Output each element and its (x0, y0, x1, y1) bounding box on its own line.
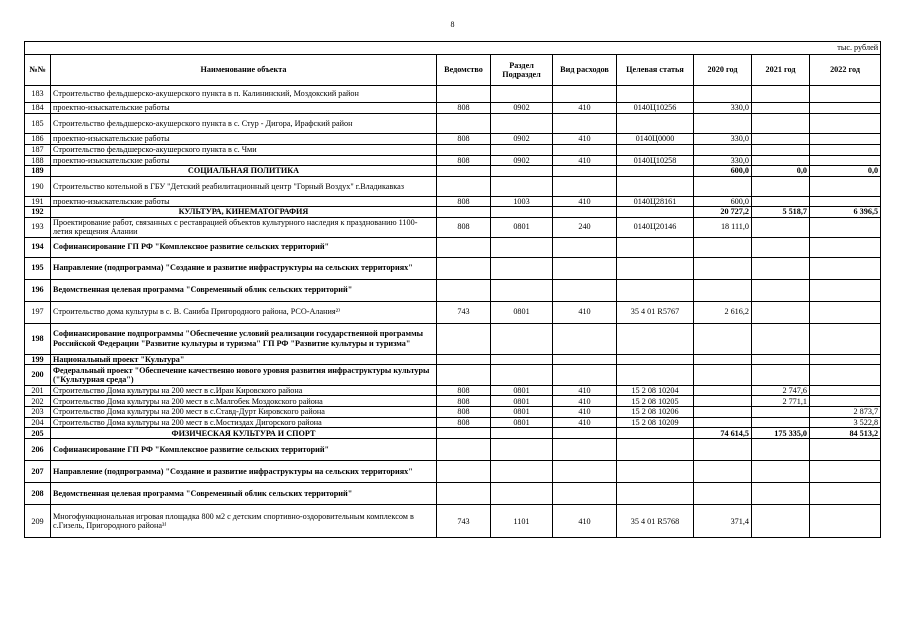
row-exp (553, 365, 617, 386)
row-target (617, 461, 694, 483)
row-2021 (752, 461, 810, 483)
row-target (617, 166, 694, 176)
row-section (491, 207, 553, 217)
row-name: Направление (подпрограмма) "Создание и развитие инфраструктуры на сельских территориях" (51, 257, 437, 279)
row-2020 (694, 396, 752, 407)
row-2020: 330,0 (694, 103, 752, 114)
header-section: Раздел Подраздел (491, 55, 553, 86)
row-exp: 410 (553, 103, 617, 114)
row-2020: 330,0 (694, 134, 752, 145)
table-row (25, 323, 881, 354)
row-2020: 2 616,2 (694, 301, 752, 323)
row-2020 (694, 439, 752, 461)
row-exp (553, 176, 617, 196)
row-2022: 2 873,7 (810, 407, 881, 417)
row-2021 (752, 134, 810, 145)
row-2021 (752, 217, 810, 237)
row-dept (437, 166, 491, 176)
table-row (25, 439, 881, 461)
row-2022 (810, 279, 881, 301)
row-target (617, 439, 694, 461)
row-2022 (810, 103, 881, 114)
row-2020 (694, 86, 752, 103)
row-2022 (810, 396, 881, 407)
row-2022 (810, 483, 881, 505)
row-section (491, 439, 553, 461)
row-name: Строительство дома культуры в с. В. Саниба Пригородного района, РСО-Алания²⁾ (51, 301, 437, 323)
row-2020 (694, 176, 752, 196)
row-dept (437, 207, 491, 217)
row-exp (553, 439, 617, 461)
row-2021 (752, 505, 810, 538)
row-name: КУЛЬТУРА, КИНЕМАТОГРАФИЯ (51, 207, 437, 217)
row-target (617, 145, 694, 156)
row-exp: 240 (553, 217, 617, 237)
row-section (491, 354, 553, 364)
row-dept (437, 86, 491, 103)
row-section (491, 237, 553, 257)
row-section: 0902 (491, 156, 553, 166)
row-section: 0801 (491, 217, 553, 237)
row-2022: 84 513,2 (810, 428, 881, 439)
row-exp: 410 (553, 156, 617, 166)
row-dept: 808 (437, 417, 491, 427)
row-2021: 5 518,7 (752, 207, 810, 217)
row-2020: 18 111,0 (694, 217, 752, 237)
row-dept (437, 237, 491, 257)
row-2022 (810, 145, 881, 156)
row-2022 (810, 323, 881, 354)
header-name: Наименование объекта (51, 55, 437, 86)
table-row (25, 428, 881, 439)
row-dept: 808 (437, 396, 491, 407)
row-2020 (694, 354, 752, 364)
row-number: 205 (25, 428, 51, 439)
table-row (25, 217, 881, 237)
unit-label: тыс. рублей (51, 42, 881, 55)
row-section (491, 279, 553, 301)
row-target: 0140Ц0000 (617, 134, 694, 145)
row-dept (437, 461, 491, 483)
row-dept: 808 (437, 407, 491, 417)
row-2022 (810, 301, 881, 323)
row-number: 199 (25, 354, 51, 364)
row-section (491, 114, 553, 134)
row-name: проектно-изыскательские работы (51, 134, 437, 145)
row-dept (437, 365, 491, 386)
row-target (617, 176, 694, 196)
row-number: 189 (25, 166, 51, 176)
row-name: Национальный проект "Культура" (51, 354, 437, 364)
row-2021 (752, 176, 810, 196)
row-number: 204 (25, 417, 51, 427)
row-target: 0140Ц20146 (617, 217, 694, 237)
row-number: 197 (25, 301, 51, 323)
row-exp (553, 86, 617, 103)
table-row (25, 207, 881, 217)
header-num: №№ (25, 55, 51, 86)
row-target: 15 2 08 10206 (617, 407, 694, 417)
row-exp (553, 145, 617, 156)
table-row (25, 86, 881, 103)
table-row (25, 279, 881, 301)
row-2020 (694, 257, 752, 279)
table-row (25, 114, 881, 134)
row-section (491, 428, 553, 439)
row-2021 (752, 323, 810, 354)
row-dept (437, 323, 491, 354)
row-2021 (752, 407, 810, 417)
row-name: Строительство Дома культуры на 200 мест в с.Ставд-Дурт Кировского района (51, 407, 437, 417)
row-number: 209 (25, 505, 51, 538)
row-exp (553, 354, 617, 364)
row-dept (437, 428, 491, 439)
row-2020 (694, 323, 752, 354)
row-section: 1003 (491, 196, 553, 206)
row-name: Строительство фельдшерско-акушерского пункта в с. Стур - Дигора, Ирафский район (51, 114, 437, 134)
row-name: проектно-изыскательские работы (51, 103, 437, 114)
row-section (491, 323, 553, 354)
row-exp (553, 461, 617, 483)
row-2021 (752, 365, 810, 386)
row-number: 186 (25, 134, 51, 145)
row-number: 196 (25, 279, 51, 301)
row-number: 183 (25, 86, 51, 103)
row-2022 (810, 461, 881, 483)
row-section: 0801 (491, 407, 553, 417)
table-row (25, 483, 881, 505)
row-name: Многофункциональная игровая площадка 800 м2 с детским спортивно-оздоровительным комплексом в с.Гизель, Пригородного района³⁾ (51, 505, 437, 538)
row-2020 (694, 417, 752, 427)
table-row (25, 461, 881, 483)
table-row (25, 257, 881, 279)
table-row (25, 365, 881, 386)
row-name: Строительство фельдшерско-акушерского пункта в п. Калининский, Моздокский район (51, 86, 437, 103)
row-exp (553, 279, 617, 301)
row-name: Софинансирование ГП РФ "Комплексное развитие сельских территорий" (51, 237, 437, 257)
row-2022 (810, 237, 881, 257)
row-name: Строительство фельдшерско-акушерского пункта в с. Чми (51, 145, 437, 156)
row-exp: 410 (553, 196, 617, 206)
row-section (491, 176, 553, 196)
row-section: 0902 (491, 103, 553, 114)
row-name: проектно-изыскательские работы (51, 196, 437, 206)
row-2021: 2 747,6 (752, 386, 810, 396)
row-2020 (694, 461, 752, 483)
row-dept: 743 (437, 505, 491, 538)
row-2021 (752, 86, 810, 103)
row-2020 (694, 407, 752, 417)
row-number: 200 (25, 365, 51, 386)
row-2022 (810, 365, 881, 386)
row-2021: 0,0 (752, 166, 810, 176)
row-2022 (810, 134, 881, 145)
row-2022 (810, 114, 881, 134)
table-row (25, 156, 881, 166)
row-name: Софинансирование подпрограммы "Обеспечение условий реализации государственной программы Российской Федерации "Развитие культуры и туризма" ГП РФ "Развитие культуры и туризма" (51, 323, 437, 354)
row-2022 (810, 196, 881, 206)
row-exp (553, 207, 617, 217)
row-name: Федеральный проект "Обеспечение качественно нового уровня развития инфраструктуры культуры ("Культурная среда") (51, 365, 437, 386)
row-2020 (694, 279, 752, 301)
row-section: 0801 (491, 396, 553, 407)
table-row (25, 396, 881, 407)
row-name: Направление (подпрограмма) "Создание и развитие инфраструктуры на сельских территориях" (51, 461, 437, 483)
row-section (491, 166, 553, 176)
budget-table (24, 41, 881, 538)
table-row (25, 134, 881, 145)
row-name: проектно-изыскательские работы (51, 156, 437, 166)
row-2021 (752, 257, 810, 279)
row-2020: 330,0 (694, 156, 752, 166)
row-dept (437, 176, 491, 196)
row-name: СОЦИАЛЬНАЯ ПОЛИТИКА (51, 166, 437, 176)
row-2022: 0,0 (810, 166, 881, 176)
row-section (491, 145, 553, 156)
row-name: Строительство Дома культуры на 200 мест в с.Иран Кировского района (51, 386, 437, 396)
row-section (491, 461, 553, 483)
row-dept: 808 (437, 386, 491, 396)
row-target (617, 114, 694, 134)
row-number: 193 (25, 217, 51, 237)
table-row (25, 301, 881, 323)
row-exp: 410 (553, 396, 617, 407)
row-2021 (752, 114, 810, 134)
row-2022: 3 522,8 (810, 417, 881, 427)
row-exp: 410 (553, 134, 617, 145)
row-target (617, 365, 694, 386)
row-exp: 410 (553, 301, 617, 323)
row-2022: 6 396,5 (810, 207, 881, 217)
row-2022 (810, 86, 881, 103)
page-number: 8 (450, 20, 455, 29)
row-dept (437, 257, 491, 279)
row-number: 198 (25, 323, 51, 354)
row-section: 0801 (491, 301, 553, 323)
row-dept: 808 (437, 217, 491, 237)
row-2021 (752, 439, 810, 461)
row-number: 184 (25, 103, 51, 114)
row-exp: 410 (553, 417, 617, 427)
row-exp (553, 237, 617, 257)
row-exp (553, 114, 617, 134)
header-2022: 2022 год (810, 55, 881, 86)
table-row (25, 417, 881, 427)
row-number: 192 (25, 207, 51, 217)
row-name: Проектирование работ, связанных с реставрацией объектов культурного наследия к празднованию 1100-летия крещения Алании (51, 217, 437, 237)
header-2021: 2021 год (752, 55, 810, 86)
row-number: 190 (25, 176, 51, 196)
row-target (617, 279, 694, 301)
row-exp (553, 166, 617, 176)
row-2021 (752, 279, 810, 301)
row-exp: 410 (553, 407, 617, 417)
table-row (25, 196, 881, 206)
row-name: Строительство Дома культуры на 200 мест в с.Малгобек Моздокского района (51, 396, 437, 407)
row-exp (553, 323, 617, 354)
row-number: 206 (25, 439, 51, 461)
row-target (617, 207, 694, 217)
row-section (491, 257, 553, 279)
row-2020: 600,0 (694, 196, 752, 206)
row-2022 (810, 156, 881, 166)
table-row (25, 407, 881, 417)
row-2022 (810, 257, 881, 279)
row-target: 35 4 01 R5768 (617, 505, 694, 538)
row-target (617, 323, 694, 354)
row-dept (437, 114, 491, 134)
row-number: 191 (25, 196, 51, 206)
row-2021 (752, 417, 810, 427)
header-dept: Ведомство (437, 55, 491, 86)
row-exp: 410 (553, 505, 617, 538)
row-2022 (810, 176, 881, 196)
row-exp (553, 257, 617, 279)
row-target: 15 2 08 10205 (617, 396, 694, 407)
row-2020 (694, 114, 752, 134)
row-target (617, 257, 694, 279)
row-number: 201 (25, 386, 51, 396)
row-2020 (694, 386, 752, 396)
row-name: Строительство котельной в ГБУ "Детский реабилитационный центр "Горный Воздух" г.Владикавказ (51, 176, 437, 196)
row-number: 208 (25, 483, 51, 505)
row-2020: 74 614,5 (694, 428, 752, 439)
row-section: 1101 (491, 505, 553, 538)
table-row (25, 176, 881, 196)
row-number: 187 (25, 145, 51, 156)
row-2020 (694, 365, 752, 386)
row-target: 0140Ц10256 (617, 103, 694, 114)
table-row (25, 505, 881, 538)
row-number: 195 (25, 257, 51, 279)
row-name: Строительство Дома культуры на 200 мест в с.Мостиздах Дигорского района (51, 417, 437, 427)
row-number: 203 (25, 407, 51, 417)
row-target: 0140Ц10258 (617, 156, 694, 166)
row-dept (437, 483, 491, 505)
table-row (25, 145, 881, 156)
row-2021 (752, 156, 810, 166)
table-body (25, 86, 881, 538)
table-row (25, 103, 881, 114)
row-section: 0902 (491, 134, 553, 145)
header-target: Целевая статья (617, 55, 694, 86)
row-dept: 743 (437, 301, 491, 323)
unit-spacer (25, 42, 51, 55)
row-2020: 600,0 (694, 166, 752, 176)
row-number: 185 (25, 114, 51, 134)
row-section (491, 483, 553, 505)
row-target: 0140Ц28161 (617, 196, 694, 206)
row-2021 (752, 196, 810, 206)
row-2021 (752, 354, 810, 364)
row-target: 15 2 08 10204 (617, 386, 694, 396)
row-dept: 808 (437, 156, 491, 166)
row-2020 (694, 145, 752, 156)
row-name: Ведомственная целевая программа "Современный облик сельских территорий" (51, 279, 437, 301)
row-number: 194 (25, 237, 51, 257)
row-2020: 371,4 (694, 505, 752, 538)
row-exp: 410 (553, 386, 617, 396)
row-name: ФИЗИЧЕСКАЯ КУЛЬТУРА И СПОРТ (51, 428, 437, 439)
row-2022 (810, 505, 881, 538)
row-target (617, 428, 694, 439)
header-2020: 2020 год (694, 55, 752, 86)
row-target (617, 237, 694, 257)
row-2021 (752, 301, 810, 323)
row-target: 15 2 08 10209 (617, 417, 694, 427)
row-2021 (752, 103, 810, 114)
row-2021 (752, 145, 810, 156)
row-section: 0801 (491, 386, 553, 396)
row-dept: 808 (437, 196, 491, 206)
row-dept (437, 145, 491, 156)
row-target (617, 483, 694, 505)
table-row (25, 354, 881, 364)
row-name: Ведомственная целевая программа "Современный облик сельских территорий" (51, 483, 437, 505)
row-dept (437, 439, 491, 461)
header-row (25, 55, 881, 86)
row-2020 (694, 483, 752, 505)
row-section: 0801 (491, 417, 553, 427)
table-row (25, 166, 881, 176)
row-section (491, 365, 553, 386)
row-exp (553, 428, 617, 439)
row-dept: 808 (437, 103, 491, 114)
row-2021: 2 771,1 (752, 396, 810, 407)
header-exp: Вид расходов (553, 55, 617, 86)
row-number: 207 (25, 461, 51, 483)
row-dept: 808 (437, 134, 491, 145)
row-number: 188 (25, 156, 51, 166)
row-name: Софинансирование ГП РФ "Комплексное развитие сельских территорий" (51, 439, 437, 461)
row-2021: 175 335,0 (752, 428, 810, 439)
row-2022 (810, 386, 881, 396)
row-target (617, 354, 694, 364)
table-row (25, 237, 881, 257)
row-exp (553, 483, 617, 505)
row-target (617, 86, 694, 103)
table-row (25, 386, 881, 396)
row-2022 (810, 354, 881, 364)
row-2022 (810, 217, 881, 237)
row-dept (437, 354, 491, 364)
row-section (491, 86, 553, 103)
row-2021 (752, 483, 810, 505)
row-2020 (694, 237, 752, 257)
row-target: 35 4 01 R5767 (617, 301, 694, 323)
row-number: 202 (25, 396, 51, 407)
row-2020: 20 727,2 (694, 207, 752, 217)
row-2021 (752, 237, 810, 257)
row-dept (437, 279, 491, 301)
row-2022 (810, 439, 881, 461)
